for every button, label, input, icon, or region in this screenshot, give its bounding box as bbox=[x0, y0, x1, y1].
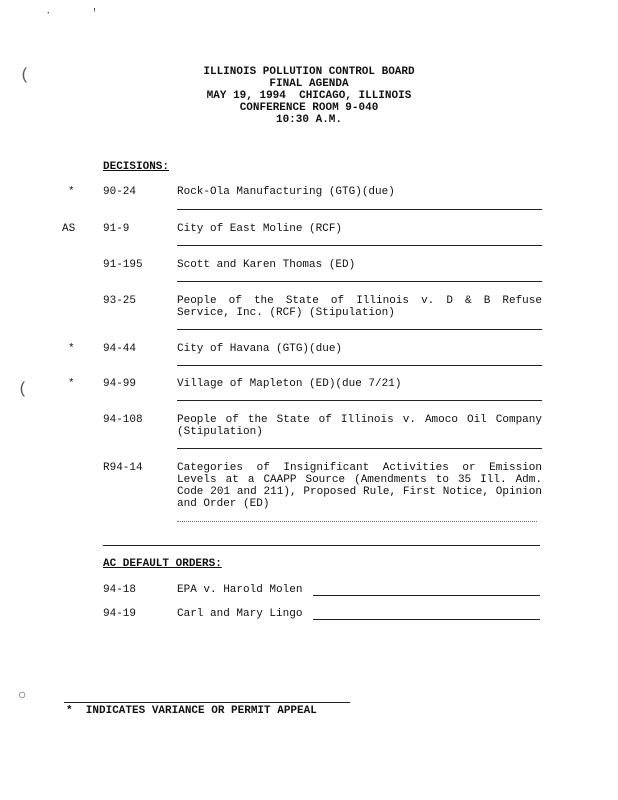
item-code: 90-24 bbox=[103, 186, 137, 198]
item-rule bbox=[177, 521, 537, 522]
header-date-location: MAY 19, 1994 CHICAGO, ILLINOIS bbox=[206, 90, 412, 102]
item-rule bbox=[177, 281, 542, 282]
scan-mark-left-1: ( bbox=[20, 66, 30, 84]
footnote-rule bbox=[64, 702, 350, 703]
header-agenda-title: FINAL AGENDA bbox=[269, 78, 349, 90]
item-rule bbox=[177, 245, 542, 246]
item-code: 91-195 bbox=[103, 259, 143, 271]
item-rule bbox=[177, 400, 542, 401]
header-room: CONFERENCE ROOM 9-040 bbox=[239, 102, 379, 114]
item-rule bbox=[313, 595, 540, 596]
item-description: City of Havana (GTG)(due) bbox=[177, 343, 343, 355]
item-code: 94-99 bbox=[103, 378, 137, 390]
decisions-title: DECISIONS: bbox=[103, 161, 170, 173]
item-code: 94-44 bbox=[103, 343, 137, 355]
item-code: 94-108 bbox=[103, 414, 143, 426]
scan-mark-left-3: ○ bbox=[18, 688, 27, 704]
item-description: People of the State of Illinois v. D & B Refuse Service, Inc. (RCF) (Stipulation) bbox=[177, 295, 542, 319]
item-mark: AS bbox=[62, 223, 76, 235]
section-divider bbox=[103, 545, 540, 546]
header-board-name: ILLINOIS POLLUTION CONTROL BOARD bbox=[203, 66, 415, 78]
item-mark: * bbox=[68, 186, 75, 198]
item-description: Rock-Ola Manufacturing (GTG)(due) bbox=[177, 186, 395, 198]
item-code: 94-19 bbox=[103, 608, 137, 620]
agenda-header bbox=[0, 66, 618, 126]
item-mark: * bbox=[68, 378, 75, 390]
item-description: EPA v. Harold Molen bbox=[177, 584, 303, 596]
scan-mark-top: · ' bbox=[45, 8, 98, 20]
ac-default-title: AC DEFAULT ORDERS: bbox=[103, 558, 222, 570]
footnote-text: * INDICATES VARIANCE OR PERMIT APPEAL bbox=[66, 705, 317, 717]
scan-mark-left-2: ( bbox=[18, 380, 28, 398]
item-mark: * bbox=[68, 343, 75, 355]
item-description: People of the State of Illinois v. Amoco Oil Company (Stipulation) bbox=[177, 414, 542, 438]
header-time: 10:30 A.M. bbox=[275, 114, 342, 126]
item-code: 91-9 bbox=[103, 223, 130, 235]
item-rule bbox=[177, 209, 542, 210]
item-rule bbox=[177, 448, 542, 449]
item-code: R94-14 bbox=[103, 462, 143, 474]
item-description: Village of Mapleton (ED)(due 7/21) bbox=[177, 378, 402, 390]
item-code: 94-18 bbox=[103, 584, 137, 596]
item-description: Scott and Karen Thomas (ED) bbox=[177, 259, 356, 271]
item-description: Carl and Mary Lingo bbox=[177, 608, 303, 620]
item-rule bbox=[313, 619, 540, 620]
item-code: 93-25 bbox=[103, 295, 137, 307]
item-rule bbox=[177, 365, 542, 366]
item-description: Categories of Insignificant Activities or Emission Levels at a CAAPP Source (Amendments to 35 Ill. Adm. Code 201 and 211), Proposed Rule, First Notice, Opinion and Order (ED) bbox=[177, 462, 542, 510]
item-rule bbox=[177, 329, 542, 330]
item-description: City of East Moline (RCF) bbox=[177, 223, 343, 235]
